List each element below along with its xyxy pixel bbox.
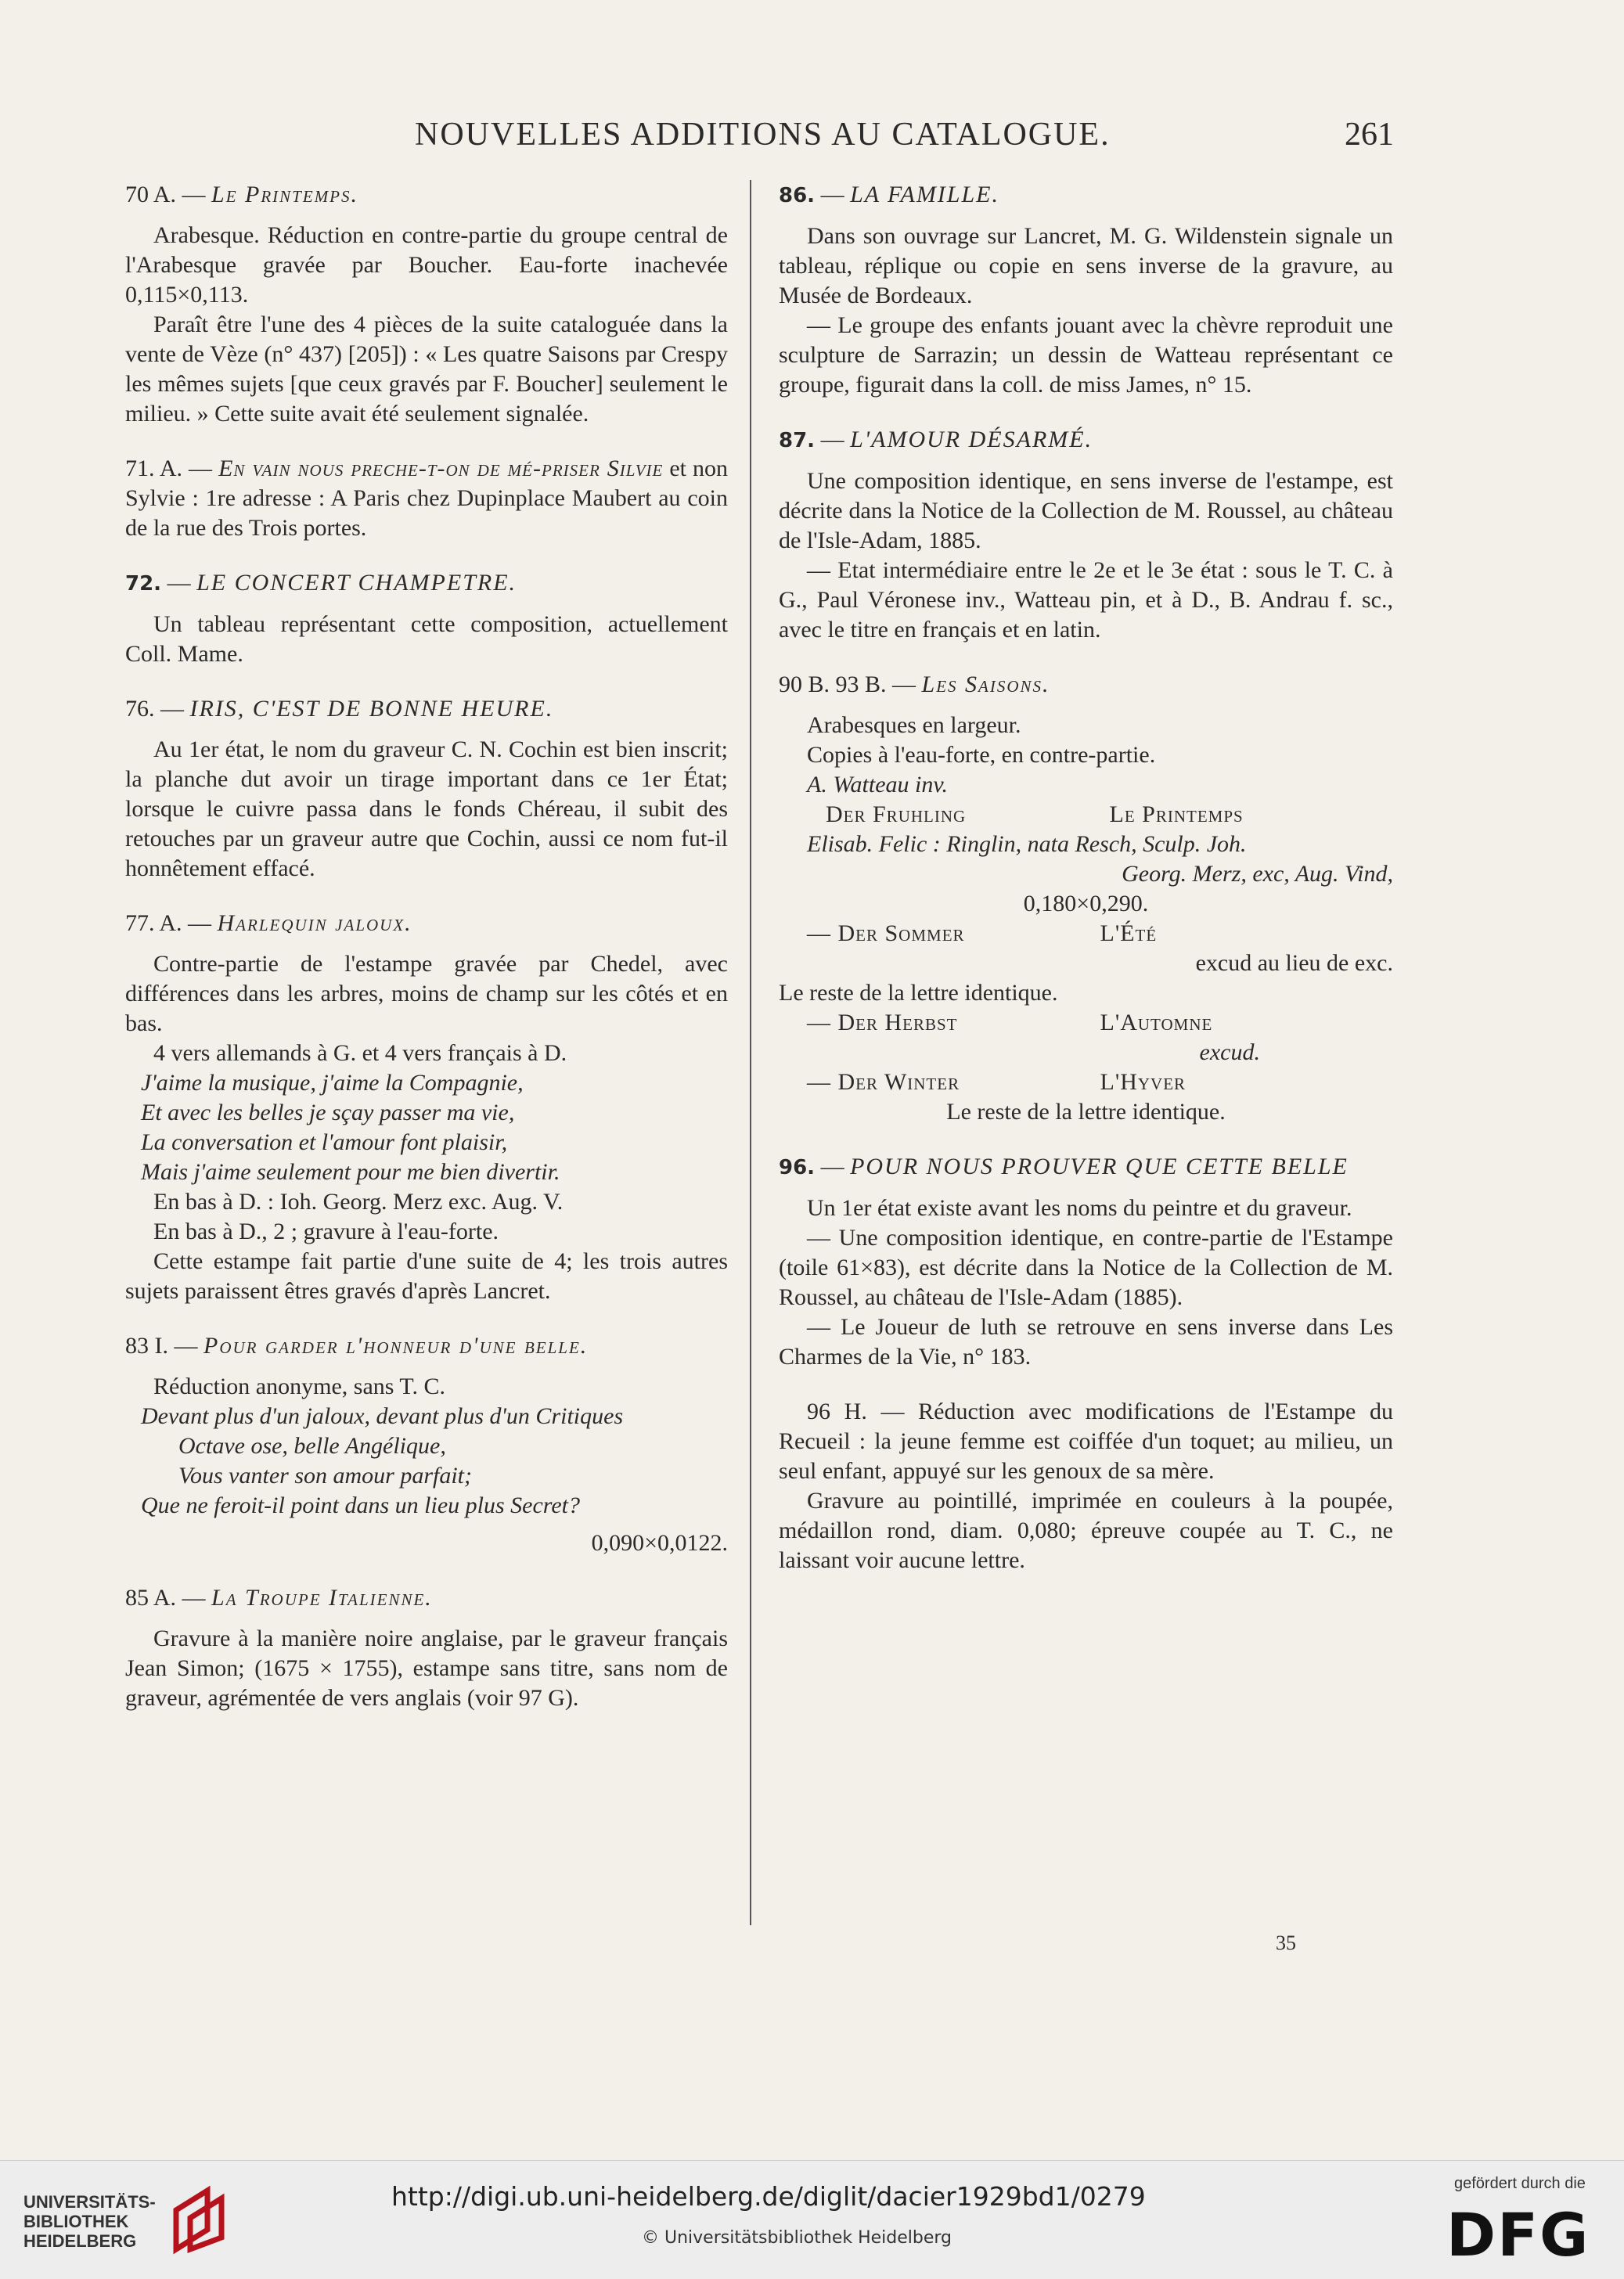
paragraph: Dans son ouvrage sur Lancret, M. G. Wildenstein signale un tableau, réplique ou copie en sens inverse de la gravure, au Musée de Bordeaux. [779,223,1393,308]
paragraph: Gravure au pointillé, imprimée en couleurs à la poupée, médaillon rond, diam. 0,080; épreuve coupée au T. C., ne laissant voir aucune lettre. [779,1488,1393,1573]
entry-71 [125,454,728,543]
entry-heading: 77. A. — Harlequin jaloux. [125,910,412,936]
paragraph: A. Watteau inv. [807,772,948,797]
title-pair: — Der Winter L'Hyver [807,1069,1186,1095]
paragraph: Au 1er état, le nom du graveur C. N. Cochin est bien inscrit; la planche dut avoir un tirage important dans ce 1er État; lorsque le cuivre passa dans le fonds Chéreau, il subit des retouches par un graveur autre que Cochin, aussi ce nom fut-il honnêtement effacé. [125,736,728,881]
entry-heading: 76. — IRIS, C'EST DE BONNE HEURE. [125,696,554,722]
entry-90 [779,670,1393,1127]
left-column [125,180,728,1738]
entry-96h [779,1397,1393,1575]
entry-83 [125,1331,728,1558]
title-pair: — Der Sommer L'Été [807,920,1158,946]
signature-mark: 35 [1276,1932,1296,1954]
entry-heading: 83 I. — Pour garder l'honneur d'une belle. [125,1333,589,1359]
paragraph: Cette estampe fait partie d'une suite de 4; les trois autres sujets paraissent êtres gravés d'après Lancret. [125,1248,728,1304]
copyright: © Universitätsbibliothek Heidelberg [642,2228,952,2248]
entry-heading: 70 A. — Le Printemps. [125,182,359,207]
right-column [779,180,1393,1600]
title-pair: Der Fruhling Le Printemps [826,801,1244,827]
library-name: UNIVERSITÄTS- BIBLIOTHEK HEIDELBERG [23,2192,156,2251]
column-rule [750,180,751,1925]
entry-87 [779,425,1393,645]
paragraph: — Une composition identique, en contre-partie de l'Estampe (toile 61×83), est décrite dans la Notice de la Collection de M. Roussel, au château de l'Isle-Adam (1885). [779,1225,1393,1310]
running-head [0,116,1624,163]
verse: J'aime la musique, j'aime la Compagnie, Et avec les belles je sçay passer ma vie, La conversation et l'amour font plaisir, Mais j'aime seulement pour me bien divertir. [141,1070,560,1185]
dfg-logo: DFG [1446,2200,1590,2270]
paragraph: En bas à D., 2 ; gravure à l'eau-forte. [153,1219,499,1244]
entry-heading: 87. — L'AMOUR DÉSARMÉ. [779,427,1093,452]
paragraph: Un tableau représentant cette composition, actuellement Coll. Mame. [125,611,728,667]
entry-86 [779,180,1393,400]
entry-77 [125,909,728,1306]
verse: Devant plus d'un jaloux, devant plus d'un Critiques Octave ose, belle Angélique, Vous vanter son amour parfait; Que ne feroit-il point dans un lieu plus Secret? [141,1403,624,1518]
paragraph: — Le Joueur de luth se retrouve en sens inverse dans Les Charmes de la Vie, n° 183. [779,1314,1393,1370]
running-title: NOUVELLES ADDITIONS AU CATALOGUE. [415,117,1111,153]
entry-85 [125,1583,728,1713]
entry-76 [125,694,728,884]
paragraph: Gravure à la manière noire anglaise, par le graveur français Jean Simon; (1675 × 1755), estampe sans titre, sans nom de graveur, agrémentée de vers anglais (voir 97 G). [125,1626,728,1711]
paragraph: Paraît être l'une des 4 pièces de la suite cataloguée dans la vente de Vèze (n° 437) [205]) : « Les quatre Saisons par Crespy les mêmes sujets [que ceux gravés par F. Boucher] seulement le milieu. » Cette suite avait été seulement signalée. [125,311,728,427]
paragraph: — Le groupe des enfants jouant avec la chèvre reproduit une sculpture de Sarrazin; un dessin de Watteau représentant ce groupe, figurait dans la coll. de miss James, n° 15. [779,312,1393,398]
paragraph: Georg. Merz, exc, Aug. Vind, [1122,861,1393,887]
dimensions: 0,180×0,290. [1023,891,1149,916]
entry-heading: 85 A. — La Troupe Italienne. [125,1585,433,1611]
paragraph: Le reste de la lettre identique. [779,980,1058,1006]
paragraph: excud au lieu de exc. [1195,950,1393,976]
paragraph: Contre-partie de l'estampe gravée par Chedel, avec différences dans les arbres, moins de champ sur les côtés et en bas. [125,951,728,1036]
entry-heading: 96. — POUR NOUS PROUVER QUE CETTE BELLE [779,1154,1349,1179]
paragraph: Une composition identique, en sens inverse de l'estampe, est décrite dans la Notice de la Collection de M. Roussel, au château de l'Isle-Adam, 1885. [779,468,1393,553]
page-number: 261 [1345,117,1394,153]
entry-heading: 72. — LE CONCERT CHAMPETRE. [125,570,517,596]
footer-bar [0,2160,1624,2279]
entry-72 [125,568,728,669]
paragraph: Un 1er état existe avant les noms du peintre et du graveur. [807,1195,1352,1221]
paragraph: — Etat intermédiaire entre le 2e et le 3e état : sous le T. C. à G., Paul Véronese inv., Watteau pin, et à D., B. Andrau f. sc., avec le titre en français et en latin. [779,557,1393,643]
entry-heading: 86. — LA FAMILLE. [779,182,999,207]
entry-heading: 90 B. 93 B. — Les Saisons. [779,671,1050,697]
entry-96 [779,1152,1393,1372]
paragraph: Elisab. Felic : Ringlin, nata Resch, Sculp. Joh. [807,831,1247,857]
paragraph: 96 H. — Réduction avec modifications de l'Estampe du Recueil : la jeune femme est coiffée d'un toquet; au milieu, un seul enfant, appuyé sur les genoux de sa mère. [779,1399,1393,1484]
paragraph: Copies à l'eau-forte, en contre-partie. [807,742,1156,768]
funding-note: gefördert durch die [1454,2175,1586,2192]
entry-70 [125,180,728,429]
paragraph: En bas à D. : Ioh. Georg. Merz exc. Aug. V. [153,1189,564,1215]
permalink-url[interactable]: http://digi.ub.uni-heidelberg.de/diglit/dacier1929bd1/0279 [391,2181,1146,2212]
paragraph: Réduction anonyme, sans T. C. [153,1374,446,1399]
dimensions: 0,090×0,0122. [591,1530,728,1556]
paragraph: Arabesques en largeur. [807,712,1021,738]
paragraph: Arabesque. Réduction en contre-partie du groupe central de l'Arabesque gravée par Boucher. Eau-forte inachevée 0,115×0,113. [125,222,728,308]
paragraph: excud. [1199,1039,1260,1065]
paragraph: 71. A. — En vain nous preche-t-on de mé-priser Silvie et non Sylvie : 1re adresse : A Paris chez Dupinplace Maubert au coin de la rue des Trois portes. [125,455,729,541]
paragraph: Le reste de la lettre identique. [946,1099,1226,1125]
paragraph: 4 vers allemands à G. et 4 vers français à D. [153,1040,567,1066]
library-logo-icon [160,2183,235,2257]
title-pair: — Der Herbst L'Automne [807,1010,1213,1035]
